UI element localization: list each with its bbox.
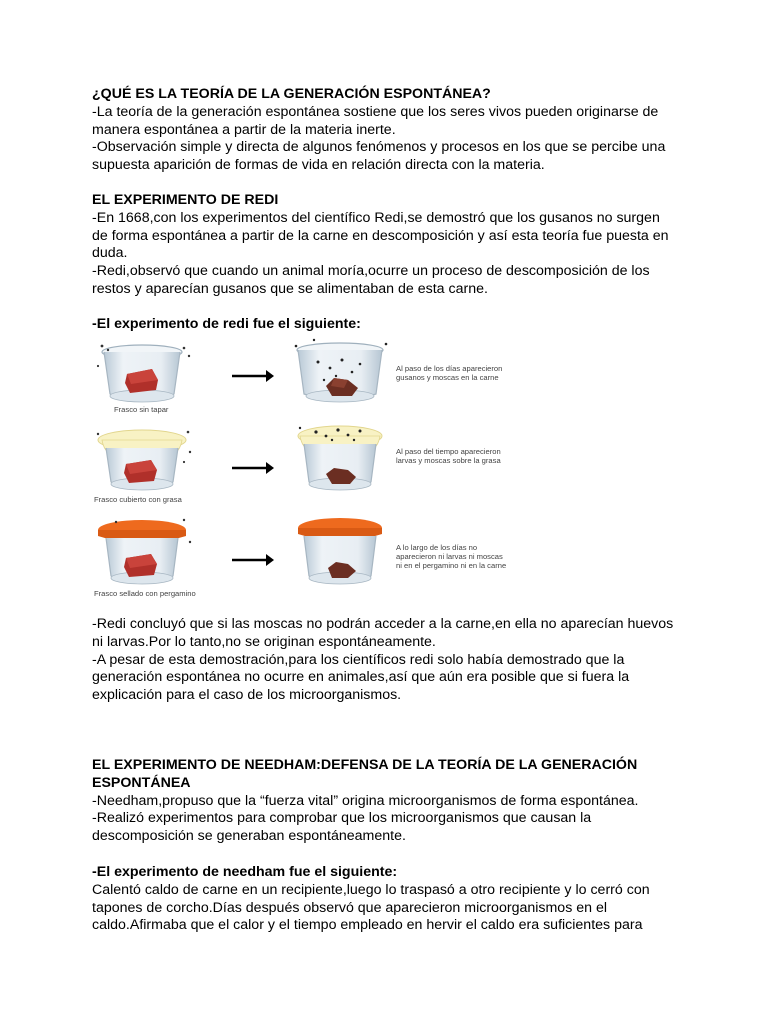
redi-line: restos y aparecían gusanos que se alimentaban de esta carne. [92, 280, 488, 297]
row2-right-caption: larvas y moscas sobre la grasa [396, 456, 501, 465]
redi-heading: EL EXPERIMENTO DE REDI [92, 192, 279, 208]
conclusion-line: generación espontánea no ocurre en animales,así que aún era posible que si fuera la [92, 669, 630, 686]
intro-line: supuesta aparición de formas de vida en relación directa con la materia. [92, 157, 545, 174]
row3-left-caption: Frasco sellado con pergamino [94, 589, 196, 598]
redi-conclusion-section [92, 616, 692, 705]
needham-heading: EL EXPERIMENTO DE NEEDHAM:DEFENSA DE LA TEORÍA DE LA GENERACIÓN [92, 757, 638, 773]
arrow-icon [232, 462, 274, 474]
row1-result-jar [295, 339, 388, 402]
redi-line: duda. [92, 245, 128, 262]
row1-left-caption: Frasco sin tapar [114, 405, 169, 414]
needham-section [92, 757, 692, 846]
row3-right-caption: aparecieron ni larvas ni moscas [396, 552, 503, 561]
redi-line: -Redi,observó que cuando un animal moría,ocurre un proceso de descomposición de los [92, 263, 650, 280]
row1-right-caption: Al paso de los días aparecieron [396, 364, 503, 373]
redi-subheading-block [92, 316, 692, 334]
needham-line: -Realizó experimentos para comprobar que los microorganismos que causan la [92, 810, 592, 827]
row3-parchment-jar [98, 519, 191, 584]
needham-body-line: Calentó caldo de carne en un recipiente,luego lo traspasó a otro recipiente y lo cerró con [92, 881, 650, 898]
row2-left-caption: Frasco cubierto con grasa [94, 495, 182, 504]
needham-body-line: caldo.Afirmaba que el calor y el tiempo empleado en hervir el caldo era suficientes para [92, 917, 643, 934]
conclusion-line: -Redi concluyó que si las moscas no podrán acceder a la carne,en ella no aparecían huevos [92, 616, 674, 632]
row1-open-jar [97, 345, 190, 402]
conclusion-line: ni larvas.Por lo tanto,no se originan espontáneamente. [92, 633, 436, 650]
needham-body-line: tapones de corcho.Días después observó que aparecieron microorganismos en el [92, 899, 607, 916]
needham-subheading: -El experimento de needham fue el siguiente: [92, 864, 398, 880]
redi-experiment-figure [90, 336, 560, 606]
needham-line: -Needham,propuso que la “fuerza vital” origina microorganismos de forma espontánea. [92, 792, 639, 809]
row2-right-caption: Al paso del tiempo aparecieron [396, 447, 501, 456]
row3-right-caption: ni en el pergamino ni en la carne [396, 561, 507, 570]
needham-line: descomposición se generaban espontáneamente. [92, 828, 406, 845]
intro-line: manera espontánea a partir de la materia inerte. [92, 121, 396, 138]
needham-experiment-section [92, 864, 692, 935]
intro-line: -Observación simple y directa de algunos fenómenos y procesos en los que se percibe una [92, 139, 666, 156]
arrow-icon [232, 370, 274, 382]
row3-right-caption: A lo largo de los días no [396, 543, 478, 552]
row2-result-jar [298, 426, 382, 490]
redi-line: de forma espontánea a partir de la carne en descomposición y así esta teoría fue puesta en [92, 227, 669, 244]
row2-gauze-jar [97, 430, 191, 490]
redi-line: -En 1668,con los experimentos del científico Redi,se demostró que los gusanos no surgen [92, 209, 660, 226]
intro-line: -La teoría de la generación espontánea sostiene que los seres vivos pueden originarse de [92, 103, 659, 120]
arrow-icon [232, 554, 274, 566]
conclusion-line: explicación para el caso de los microorganismos. [92, 687, 402, 704]
conclusion-line: -A pesar de esta demostración,para los científicos redi solo había demostrado que la [92, 651, 625, 668]
intro-section [92, 86, 692, 175]
row3-result-jar [298, 518, 382, 584]
row1-right-caption: gusanos y moscas en la carne [396, 373, 499, 382]
needham-heading: ESPONTÁNEA [92, 774, 191, 791]
redi-section [92, 192, 692, 299]
redi-subheading: -El experimento de redi fue el siguiente: [92, 316, 361, 332]
intro-heading: ¿QUÉ ES LA TEORÍA DE LA GENERACIÓN ESPONTÁNEA? [92, 86, 491, 102]
